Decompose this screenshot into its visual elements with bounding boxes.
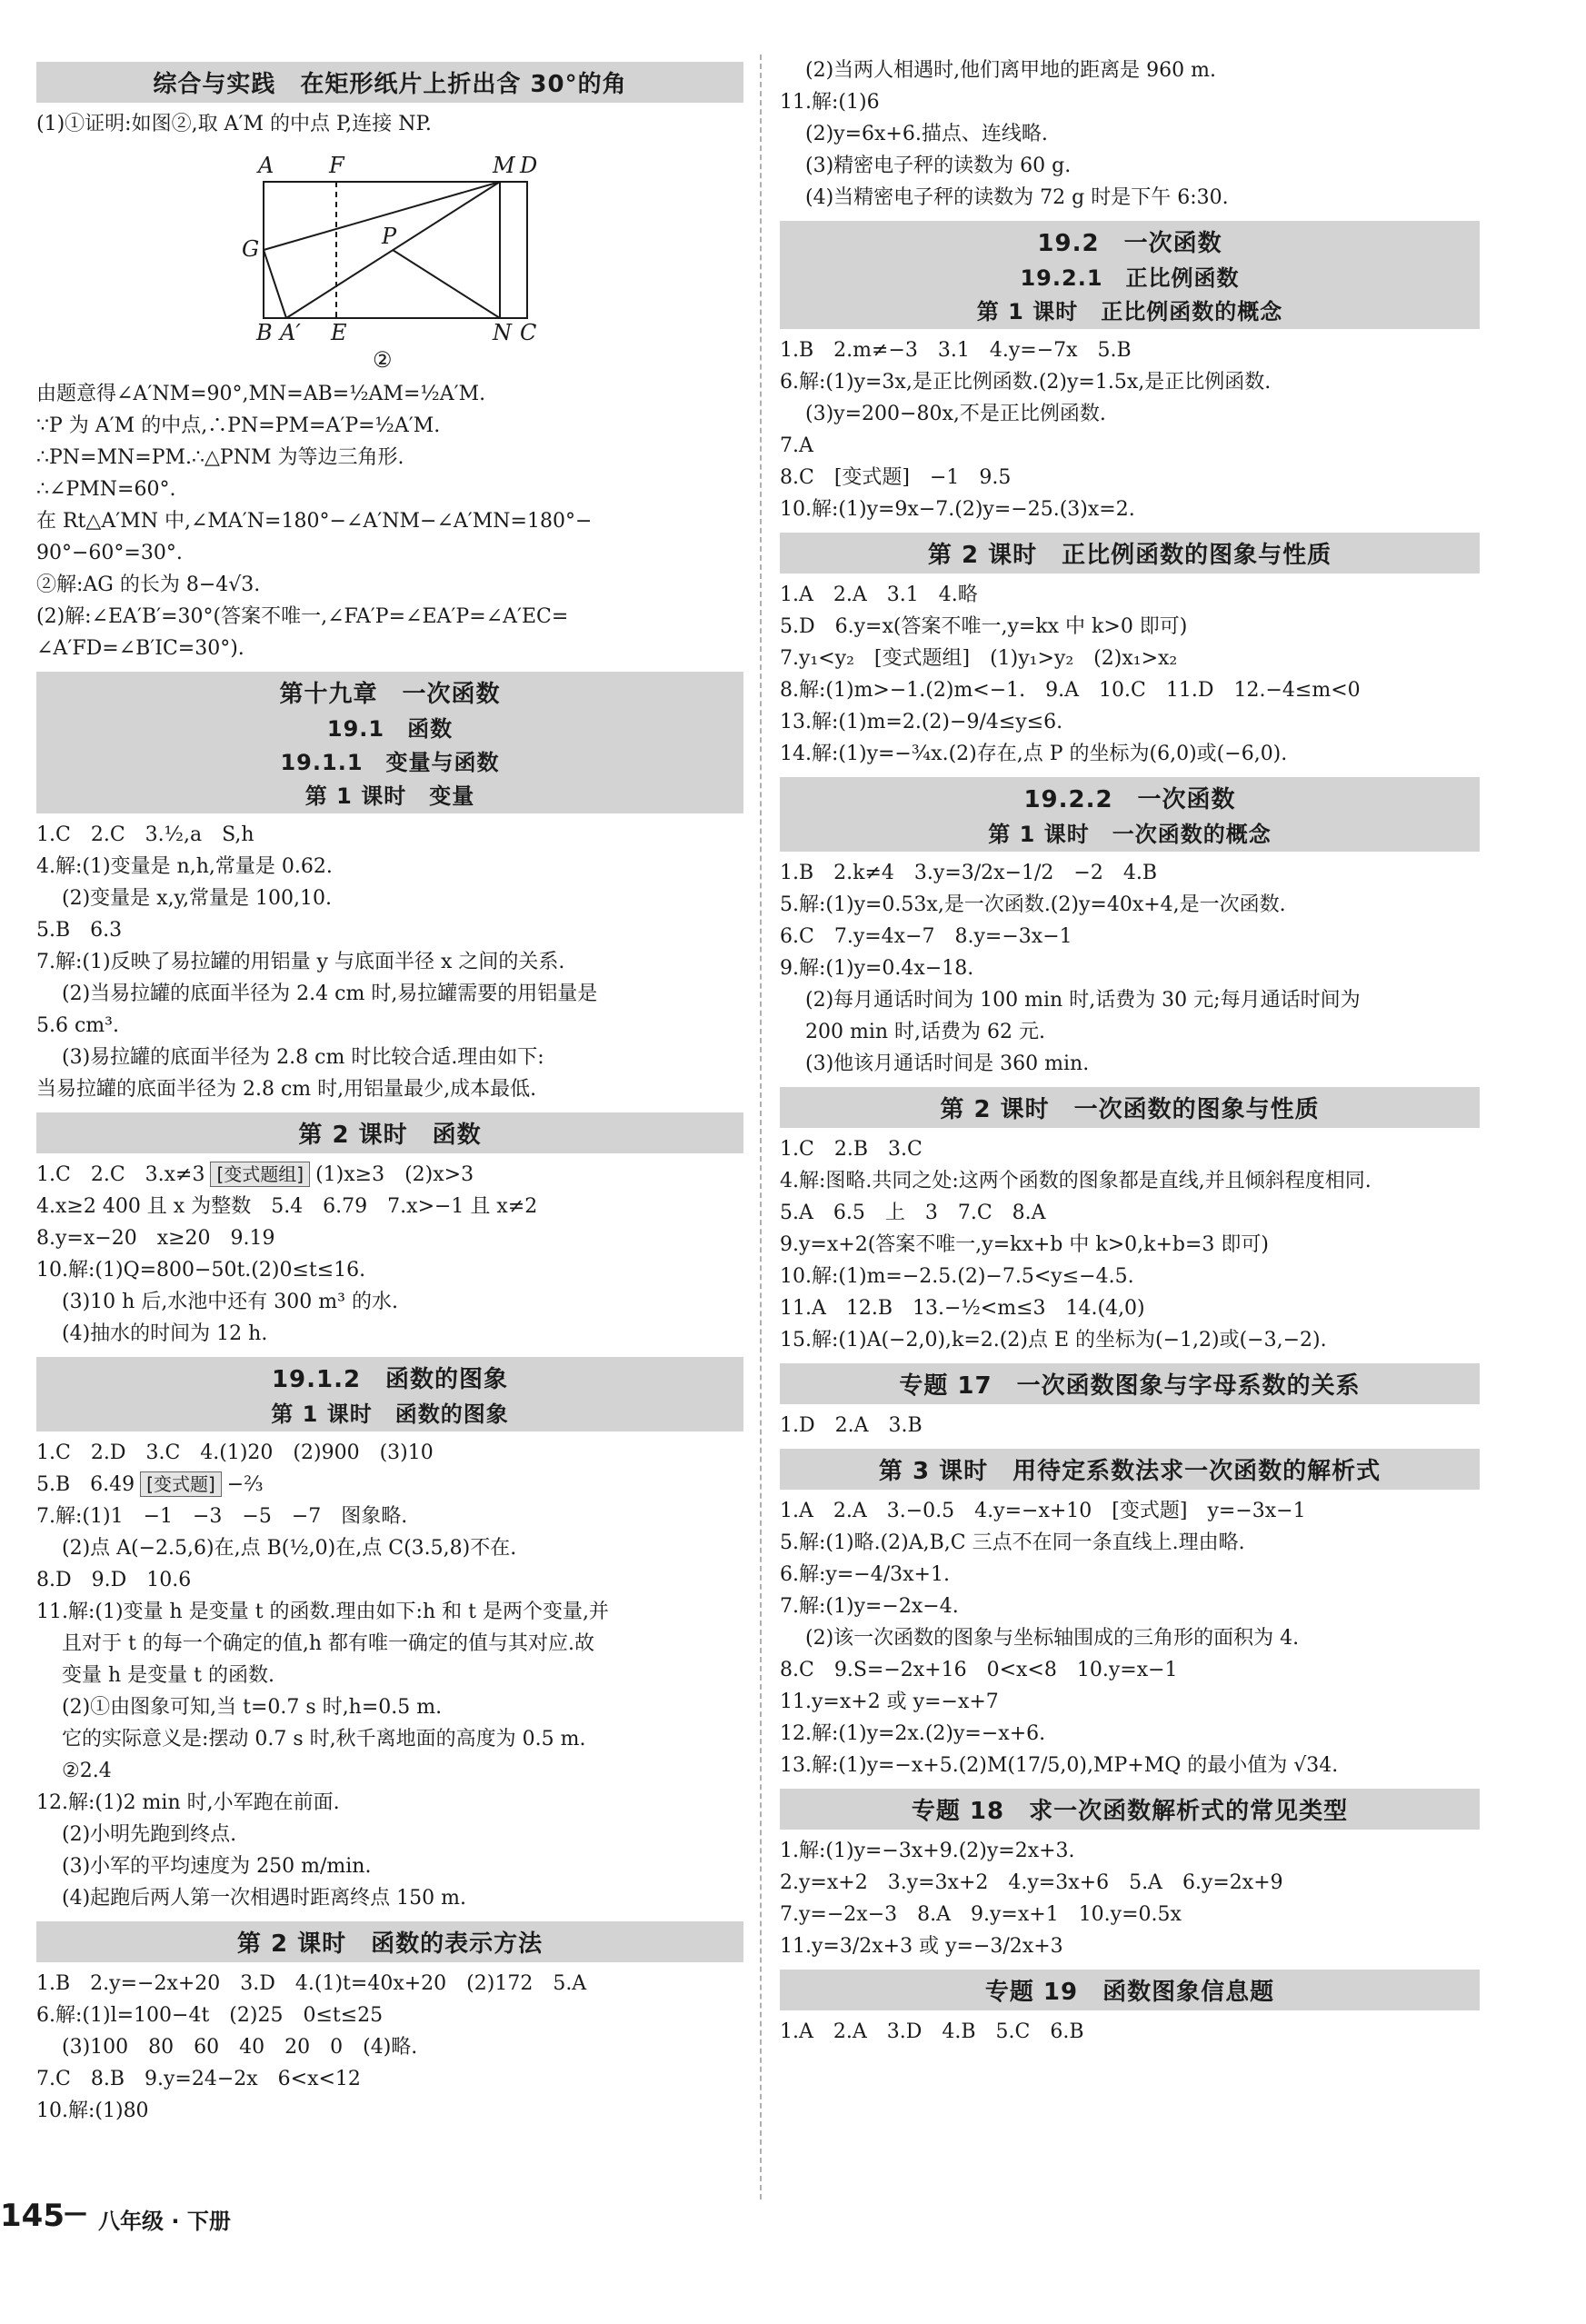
answer-line: 4.x≥2 400 且 x 为整数 5.4 6.79 7.x>−1 且 x≠2 bbox=[36, 1195, 538, 1218]
answer-line bbox=[36, 1159, 743, 1191]
section-header bbox=[36, 1357, 743, 1431]
answer-line: 1.B 2.y=−2x+20 3.D 4.(1)t=40x+20 (2)172 5.A bbox=[36, 1972, 587, 1995]
answer-line: ②2.4 bbox=[62, 1760, 112, 1782]
answer-line: 12.解:(1)2 min 时,小军跑在前面. bbox=[36, 1791, 340, 1814]
answer-line: 7.C 8.B 9.y=24−2x 6<x<12 bbox=[36, 2068, 361, 2090]
answer-line: (2)当两人相遇时,他们离甲地的距离是 960 m. bbox=[805, 59, 1216, 82]
answer-line bbox=[36, 1469, 743, 1501]
section-header: 综合与实践 在矩形纸片上折出含 30°的角 bbox=[36, 62, 743, 103]
label-M: M bbox=[493, 153, 515, 178]
answer-text: (1)x≥3 (2)x>3 bbox=[315, 1163, 474, 1186]
answer-line: ②解:AG 的长为 8−4√3. bbox=[36, 574, 261, 596]
subsection-title: 19.2.2 一次函数 bbox=[1023, 786, 1236, 813]
section-title: 19.1 函数 bbox=[326, 716, 454, 742]
subsection-title: 19.1.2 函数的图象 bbox=[271, 1366, 509, 1393]
answer-line: 7.A bbox=[780, 434, 813, 457]
section-header bbox=[780, 777, 1480, 852]
answer-line: 2.y=x+2 3.y=3x+2 4.y=3x+6 5.A 6.y=2x+9 bbox=[780, 1871, 1283, 1894]
answer-line: 9.解:(1)y=0.4x−18. bbox=[780, 957, 974, 980]
answer-line: (2)小明先跑到终点. bbox=[62, 1823, 237, 1846]
answer-line: (4)起跑后两人第一次相遇时距离终点 150 m. bbox=[62, 1887, 466, 1910]
lesson-title: 第 1 课时 变量 bbox=[304, 783, 475, 809]
answer-text: 5.B 6.49 bbox=[36, 1473, 135, 1496]
answer-line: 1.A 2.A 3.−0.5 4.y=−x+10 [变式题] y=−3x−1 bbox=[780, 1500, 1306, 1522]
answer-line: (4)当精密电子秤的读数为 72 g 时是下午 6:30. bbox=[805, 186, 1229, 209]
answer-line: 6.解:y=−4/3x+1. bbox=[780, 1563, 950, 1586]
answer-line: 4.解:图略.共同之处:这两个函数的图象都是直线,并且倾斜程度相同. bbox=[780, 1170, 1372, 1192]
answer-line: (3)100 80 60 40 20 0 (4)略. bbox=[62, 2036, 418, 2059]
label-F: F bbox=[329, 153, 344, 178]
topic-header: 专题 19 函数图象信息题 bbox=[780, 1970, 1480, 2010]
answer-line: 11.解:(1)6 bbox=[780, 91, 880, 114]
answer-line: 7.解:(1)1 −1 −3 −5 −7 图象略. bbox=[36, 1505, 408, 1528]
answer-line: (2)该一次函数的图象与坐标轴围成的三角形的面积为 4. bbox=[805, 1627, 1300, 1650]
lesson-header: 第 2 课时 正比例函数的图象与性质 bbox=[780, 533, 1480, 574]
footer-dash: — bbox=[64, 2199, 87, 2227]
answer-line: 8.C [变式题] −1 9.5 bbox=[780, 466, 1012, 489]
answer-line: 10.解:(1)y=9x−7.(2)y=−25.(3)x=2. bbox=[780, 498, 1135, 521]
answer-line: 且对于 t 的每一个确定的值,h 都有唯一确定的值与其对应.故 bbox=[62, 1632, 594, 1655]
answer-line: 5.解:(1)y=0.53x,是一次函数.(2)y=40x+4,是一次函数. bbox=[780, 893, 1286, 916]
left-column bbox=[36, 55, 743, 2127]
answer-line: 14.解:(1)y=−¾x.(2)存在,点 P 的坐标为(6,0)或(−6,0). bbox=[780, 743, 1288, 765]
answer-line: (2)变量是 x,y,常量是 100,10. bbox=[62, 887, 333, 910]
answer-line: 6.解:(1)y=3x,是正比例函数.(2)y=1.5x,是正比例函数. bbox=[780, 371, 1272, 394]
answer-line: 200 min 时,话费为 62 元. bbox=[805, 1021, 1046, 1043]
answer-line: 8.y=x−20 x≥20 9.19 bbox=[36, 1227, 275, 1250]
page-footer bbox=[0, 2198, 300, 2239]
lesson-header: 第 2 课时 函数 bbox=[36, 1112, 743, 1153]
answer-line: 1.C 2.D 3.C 4.(1)20 (2)900 (3)10 bbox=[36, 1441, 434, 1464]
answer-line: ∴∠PMN=60°. bbox=[36, 478, 176, 501]
answer-line: 10.解:(1)m=−2.5.(2)−7.5<y≤−4.5. bbox=[780, 1265, 1134, 1288]
lesson-header: 第 2 课时 一次函数的图象与性质 bbox=[780, 1087, 1480, 1128]
answer-line: (2)y=6x+6.描点、连线略. bbox=[805, 123, 1048, 145]
answer-line: 10.解:(1)Q=800−50t.(2)0≤t≤16. bbox=[36, 1259, 366, 1282]
answer-line: 变量 h 是变量 t 的函数. bbox=[62, 1664, 274, 1687]
section-header bbox=[780, 221, 1480, 329]
chapter-header bbox=[36, 672, 743, 813]
answer-line: 6.解:(1)l=100−4t (2)25 0≤t≤25 bbox=[36, 2004, 384, 2027]
answer-line: (2)解:∠EA′B′=30°(答案不唯一,∠FA′P=∠EA′P=∠A′EC= bbox=[36, 605, 569, 628]
variant-tag: [变式题] bbox=[140, 1471, 222, 1497]
answer-line: ∴PN=MN=PM.∴△PNM 为等边三角形. bbox=[36, 446, 404, 469]
answer-line: (3)y=200−80x,不是正比例函数. bbox=[805, 403, 1106, 425]
answer-line: 当易拉罐的底面半径为 2.8 cm 时,用铝量最少,成本最低. bbox=[36, 1078, 537, 1101]
answer-line: 6.C 7.y=4x−7 8.y=−3x−1 bbox=[780, 925, 1072, 948]
answer-line: ∵P 为 A′M 的中点,∴PN=PM=A′P=½A′M. bbox=[36, 414, 441, 437]
lesson-header: 第 2 课时 函数的表示方法 bbox=[36, 1921, 743, 1962]
lesson-title: 第 1 课时 正比例函数的概念 bbox=[976, 299, 1283, 324]
column-divider bbox=[760, 55, 762, 2199]
answer-line: (3)精密电子秤的读数为 60 g. bbox=[805, 155, 1072, 177]
label-E: E bbox=[331, 320, 347, 345]
answer-line: 7.y₁<y₂ [变式题组] (1)y₁>y₂ (2)x₁>x₂ bbox=[780, 647, 1178, 670]
answer-line: (3)他该月通话时间是 360 min. bbox=[805, 1052, 1090, 1075]
answer-line: 15.解:(1)A(−2,0),k=2.(2)点 E 的坐标为(−1,2)或(−3,−2). bbox=[780, 1329, 1327, 1352]
figure-caption: ② bbox=[373, 347, 393, 373]
answer-line: (4)抽水的时间为 12 h. bbox=[62, 1322, 268, 1345]
answer-line: 1.解:(1)y=−3x+9.(2)y=2x+3. bbox=[780, 1840, 1075, 1862]
topic-header: 专题 17 一次函数图象与字母系数的关系 bbox=[780, 1363, 1480, 1404]
fold-diagram bbox=[236, 145, 564, 373]
answer-line: 11.A 12.B 13.−½<m≤3 14.(4,0) bbox=[780, 1297, 1145, 1320]
answer-line: 5.A 6.5 上 3 7.C 8.A bbox=[780, 1202, 1046, 1224]
label-N: N bbox=[493, 320, 512, 345]
answer-line: 7.解:(1)反映了易拉罐的用铝量 y 与底面半径 x 之间的关系. bbox=[36, 951, 565, 973]
answer-line: 9.y=x+2(答案不唯一,y=kx+b 中 k>0,k+b=3 即可) bbox=[780, 1233, 1269, 1256]
right-column bbox=[780, 55, 1480, 2048]
answer-line: 8.解:(1)m>−1.(2)m<−1. 9.A 10.C 11.D 12.−4≤m<0 bbox=[780, 679, 1361, 702]
answer-line: (1)①证明:如图②,取 A′M 的中点 P,连接 NP. bbox=[36, 113, 432, 135]
answer-line: 8.C 9.S=−2x+16 0<x<8 10.y=x−1 bbox=[780, 1659, 1178, 1681]
lesson-title: 第 1 课时 一次函数的概念 bbox=[988, 822, 1272, 847]
answer-line: 8.D 9.D 10.6 bbox=[36, 1569, 192, 1591]
answer-line: 10.解:(1)80 bbox=[36, 2100, 149, 2122]
answer-line: 1.A 2.A 3.D 4.B 5.C 6.B bbox=[780, 2020, 1084, 2043]
answer-line: 11.解:(1)变量 h 是变量 t 的函数.理由如下:h 和 t 是两个变量,并 bbox=[36, 1601, 609, 1623]
answer-line: (3)易拉罐的底面半径为 2.8 cm 时比较合适.理由如下: bbox=[62, 1046, 544, 1069]
variant-tag: [变式题组] bbox=[210, 1162, 310, 1187]
answer-line: (2)每月通话时间为 100 min 时,话费为 30 元;每月通话时间为 bbox=[805, 989, 1361, 1012]
subsection-title: 19.2.1 正比例函数 bbox=[1020, 265, 1240, 291]
label-A: A bbox=[258, 153, 274, 178]
label-B: B bbox=[256, 320, 273, 345]
grade-label: 八年级 · 下册 bbox=[98, 2209, 231, 2234]
page-number: 145 bbox=[0, 2198, 65, 2234]
answer-line: 1.D 2.A 3.B bbox=[780, 1414, 923, 1437]
answer-line: (2)①由图象可知,当 t=0.7 s 时,h=0.5 m. bbox=[62, 1696, 443, 1719]
label-P: P bbox=[382, 224, 397, 249]
answer-line: (2)点 A(−2.5,6)在,点 B(½,0)在,点 C(3.5,8)不在. bbox=[62, 1537, 517, 1560]
answer-line: (3)10 h 后,水池中还有 300 m³ 的水. bbox=[62, 1291, 398, 1313]
answer-line: 5.解:(1)略.(2)A,B,C 三点不在同一条直线上.理由略. bbox=[780, 1531, 1245, 1554]
answer-line: (2)当易拉罐的底面半径为 2.4 cm 时,易拉罐需要的用铝量是 bbox=[62, 982, 598, 1005]
answer-line: 在 Rt△A′MN 中,∠MA′N=180°−∠A′NM−∠A′MN=180°− bbox=[36, 510, 593, 533]
section-title: 19.2 一次函数 bbox=[1037, 230, 1222, 257]
chapter-title: 第十九章 一次函数 bbox=[279, 681, 501, 708]
answer-line: 13.解:(1)m=2.(2)−9/4≤y≤6. bbox=[780, 711, 1063, 733]
rectangle-fold-figure bbox=[36, 145, 743, 373]
answer-line: 4.解:(1)变量是 n,h,常量是 0.62. bbox=[36, 855, 333, 878]
answer-line: 11.y=3/2x+3 或 y=−3/2x+3 bbox=[780, 1935, 1063, 1958]
answer-line: 7.y=−2x−3 8.A 9.y=x+1 10.y=0.5x bbox=[780, 1903, 1182, 1926]
label-C: C bbox=[520, 320, 537, 345]
answer-line: ∠A′FD=∠B′IC=30°). bbox=[36, 637, 244, 660]
answer-line: 5.D 6.y=x(答案不唯一,y=kx 中 k>0 即可) bbox=[780, 615, 1188, 638]
answer-line: 1.B 2.m≠−3 3.1 4.y=−7x 5.B bbox=[780, 339, 1132, 362]
answer-line: 由题意得∠A′NM=90°,MN=AB=½AM=½A′M. bbox=[36, 383, 486, 405]
answer-line: 12.解:(1)y=2x.(2)y=−x+6. bbox=[780, 1722, 1046, 1745]
label-D: D bbox=[520, 153, 538, 178]
label-A-prime: A′ bbox=[280, 320, 301, 345]
answer-line: (3)小军的平均速度为 250 m/min. bbox=[62, 1855, 372, 1878]
answer-line: 5.B 6.3 bbox=[36, 919, 123, 942]
subsection-title: 19.1.1 变量与函数 bbox=[280, 750, 500, 775]
lesson-title: 第 1 课时 函数的图象 bbox=[271, 1401, 509, 1427]
topic-header: 专题 18 求一次函数解析式的常见类型 bbox=[780, 1789, 1480, 1830]
answer-line: 5.6 cm³. bbox=[36, 1014, 119, 1037]
answer-line: 13.解:(1)y=−x+5.(2)M(17/5,0),MP+MQ 的最小值为 √34. bbox=[780, 1754, 1339, 1777]
answer-line: 它的实际意义是:摆动 0.7 s 时,秋千离地面的高度为 0.5 m. bbox=[62, 1728, 586, 1750]
answer-line: 1.C 2.C 3.½,a S,h bbox=[36, 823, 254, 846]
answer-line: 1.A 2.A 3.1 4.略 bbox=[780, 583, 978, 606]
answer-text: −⅔ bbox=[226, 1473, 264, 1496]
answer-line: 90°−60°=30°. bbox=[36, 542, 183, 564]
label-G: G bbox=[242, 236, 260, 262]
answer-line: 11.y=x+2 或 y=−x+7 bbox=[780, 1691, 999, 1713]
answer-line: 1.B 2.k≠4 3.y=3/2x−1/2 −2 4.B bbox=[780, 862, 1158, 884]
answer-line: 1.C 2.B 3.C bbox=[780, 1138, 923, 1161]
lesson-header: 第 3 课时 用待定系数法求一次函数的解析式 bbox=[780, 1449, 1480, 1490]
answer-text: 1.C 2.C 3.x≠3 bbox=[36, 1163, 205, 1186]
answer-line: 7.解:(1)y=−2x−4. bbox=[780, 1595, 959, 1618]
